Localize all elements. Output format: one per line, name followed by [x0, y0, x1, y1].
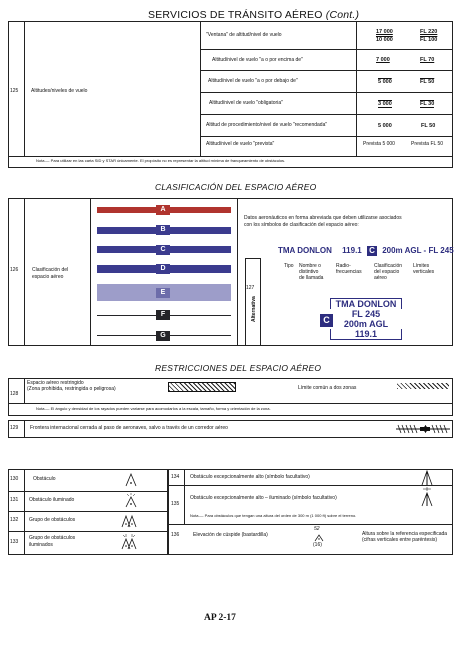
lighted-obstacle-icon: [124, 493, 138, 509]
row-label: Altitud/nivel de vuelo "obligatoria": [209, 100, 283, 106]
obstacle-label: Obstáculo iluminado: [29, 497, 75, 503]
example-freq: 119.1: [342, 246, 362, 255]
spot-elevation-icon: [314, 534, 324, 542]
divider: [184, 469, 185, 524]
legend-item: Tipo: [284, 263, 294, 269]
alt-value: Prevista 5 000: [363, 141, 395, 147]
row-label: Altitud/nivel de vuelo "prevista": [206, 141, 275, 147]
restricted-area-symbol: [168, 382, 236, 392]
item-number: 125: [10, 88, 19, 94]
example-name: TMA DONLON: [278, 246, 332, 255]
divider: [260, 258, 261, 346]
desc-line2: con los símbolos de clasificación del espacio aéreo:: [244, 222, 359, 228]
obstacle-label: Obstáculo excepcionalmente alto – iluminado (símbolo facultativo): [190, 495, 337, 501]
alt-value: 5 000: [378, 123, 392, 129]
table-note: Nota.— Para utilizar en las carta SID y STAR únicamente. El propósito no es representar la altitud mínima de franqueamiento de obstáculos.: [36, 158, 286, 163]
item-number: 134: [171, 474, 180, 480]
lighted-obstacle-group-icon: [121, 533, 141, 551]
alt-box: [330, 298, 402, 340]
class-d-label: D: [156, 264, 170, 274]
obstacle-label: Obstáculo: [33, 476, 56, 482]
example-limits: 200m AGL - FL 245: [382, 246, 454, 255]
alt-box-freq: 119.1: [330, 329, 402, 340]
class-a-label: A: [156, 205, 170, 215]
fl-value: FL 50: [420, 79, 435, 85]
alt-value: 3 000: [378, 101, 392, 107]
common-boundary-symbol: [397, 383, 449, 389]
restricted-label-sub: (Zona prohibida, restringida o peligrosa): [27, 386, 116, 392]
divider: [24, 198, 25, 346]
row-label: Altitud de procedimiento/nivel de vuelo "recomendada": [206, 122, 328, 128]
divider: [200, 114, 453, 115]
item-label-line1: Clasificación del: [32, 267, 69, 273]
alt-value: 17 000: [376, 29, 393, 35]
alt-value: 7 000: [376, 57, 390, 63]
row-label: Altitud/nivel de vuelo "a o por debajo de": [208, 78, 298, 84]
page-title-text: SERVICIOS DE TRÁNSITO AÉREO: [148, 9, 323, 21]
obstacle-label-line2: iluminados: [29, 542, 53, 548]
spot-elevation-desc-2: (cifras verticales entre paréntesis): [362, 537, 438, 543]
class-b-label: B: [156, 225, 170, 235]
alt-value: 10 000: [376, 37, 393, 43]
fl-value: FL 70: [420, 57, 435, 63]
divider: [24, 21, 25, 156]
fl-value: FL 30: [420, 101, 435, 107]
alt-box-fl: FL 245: [351, 309, 381, 319]
divider: [8, 156, 453, 157]
fl-value: Prevista FL 50: [411, 141, 444, 147]
obstacle-icon: [124, 472, 138, 488]
item-number: 126: [10, 267, 19, 273]
alt-box-name: TMA DONLON: [330, 298, 402, 309]
divider: [200, 70, 453, 71]
class-c-label: C: [156, 245, 170, 255]
legend-item: Clasificación del espacio aéreo: [374, 263, 403, 281]
legend-item: Nombre o distintivo de llamada: [299, 263, 324, 281]
divider: [200, 49, 453, 50]
row-label: "Ventana" de altitud/nivel de vuelo: [206, 32, 282, 38]
divider: [8, 511, 168, 512]
lighted-tall-obstacle-icon: [420, 487, 434, 507]
divider: [168, 524, 453, 525]
page-title: [148, 9, 359, 21]
divider: [245, 258, 260, 259]
divider: [8, 403, 453, 404]
legend-item: Límites verticales: [413, 263, 435, 275]
alt-value: 5 000: [378, 79, 392, 85]
obstacle-label: Grupo de obstáculos: [29, 535, 76, 541]
closed-border-symbol: [396, 422, 450, 436]
class-g-label: G: [156, 331, 170, 341]
closed-border-label: Frontera internacional cerrada al paso de aeronaves, salvo a través de un corredor aéreo: [30, 425, 228, 431]
item-number: 136: [171, 532, 180, 538]
obstacle-label: Obstáculo excepcionalmente alto (símbolo facultativo): [190, 474, 310, 480]
item-label-line2: espacio aéreo: [32, 274, 64, 280]
alternative-label: Alternativa: [251, 296, 257, 322]
obstacles-note: Nota.— Para obstáculos que tengan una altura del orden de 300 m (1 000 ft) sobre el terreno.: [190, 513, 357, 518]
class-f-label: F: [156, 310, 170, 320]
item-number: 130: [10, 476, 19, 482]
row-label: Altitud/nivel de vuelo "a o por encima de": [212, 57, 303, 63]
divider: [168, 485, 453, 486]
divider: [90, 198, 91, 346]
section-title: CLASIFICACIÓN DEL ESPACIO AÉREO: [155, 182, 317, 192]
restricted-label: Espacio aéreo restringido: [27, 380, 84, 386]
item-number: 132: [10, 517, 19, 523]
spot-height-value: (16): [313, 542, 322, 548]
spot-elevation-desc: Altura sobre la referencia especificada: [362, 531, 448, 537]
item-number: 128: [10, 391, 19, 397]
tall-obstacle-icon: [420, 470, 434, 486]
page-number: AP 2-17: [204, 613, 236, 623]
example-class: C: [367, 246, 377, 256]
divider: [8, 491, 168, 492]
common-boundary-label: Límite común a dos zonas: [298, 385, 357, 391]
legend-item: Radio- frecuencias: [336, 263, 362, 275]
divider: [237, 198, 238, 346]
alt-box-class: C: [320, 314, 333, 327]
alt-box-agl: 200m AGL: [343, 319, 389, 329]
divider: [245, 258, 246, 346]
fl-value: FL 50: [421, 123, 436, 129]
desc-line1: Datos aeronáuticos en forma abreviada que deben utilizarse asociados: [244, 215, 402, 221]
fl-value: FL 100: [420, 37, 438, 43]
divider: [200, 92, 453, 93]
item-label: Altitudes/niveles de vuelo: [31, 88, 88, 94]
item-number: 129: [10, 425, 19, 431]
section-title: RESTRICCIONES DEL ESPACIO AÉREO: [155, 363, 322, 373]
fl-value: FL 220: [420, 29, 438, 35]
obstacle-label: Grupo de obstáculos: [29, 517, 76, 523]
divider: [24, 469, 25, 555]
class-bands: [97, 202, 231, 342]
example-line: [278, 246, 454, 256]
item-number: 133: [10, 539, 19, 545]
divider: [24, 420, 25, 438]
item-number: 127: [246, 285, 255, 291]
divider: [200, 136, 453, 137]
divider: [8, 531, 168, 532]
class-e-label: E: [156, 288, 170, 298]
obstacle-group-icon: [121, 513, 141, 529]
divider: [24, 378, 25, 403]
page-title-cont: (Cont.): [325, 9, 360, 21]
item-number: 131: [10, 497, 19, 503]
item-number: 135: [171, 501, 180, 507]
spot-elevation-value: 52: [314, 526, 320, 532]
spot-elevation-label: Elevación de cúspide (bastardilla): [193, 532, 268, 538]
restrictions-note: Nota.— El ángulo y densidad de los rayados pueden variarse para acomodarlos a la escala, tamaño, forma y orientación de la zona.: [36, 406, 271, 411]
